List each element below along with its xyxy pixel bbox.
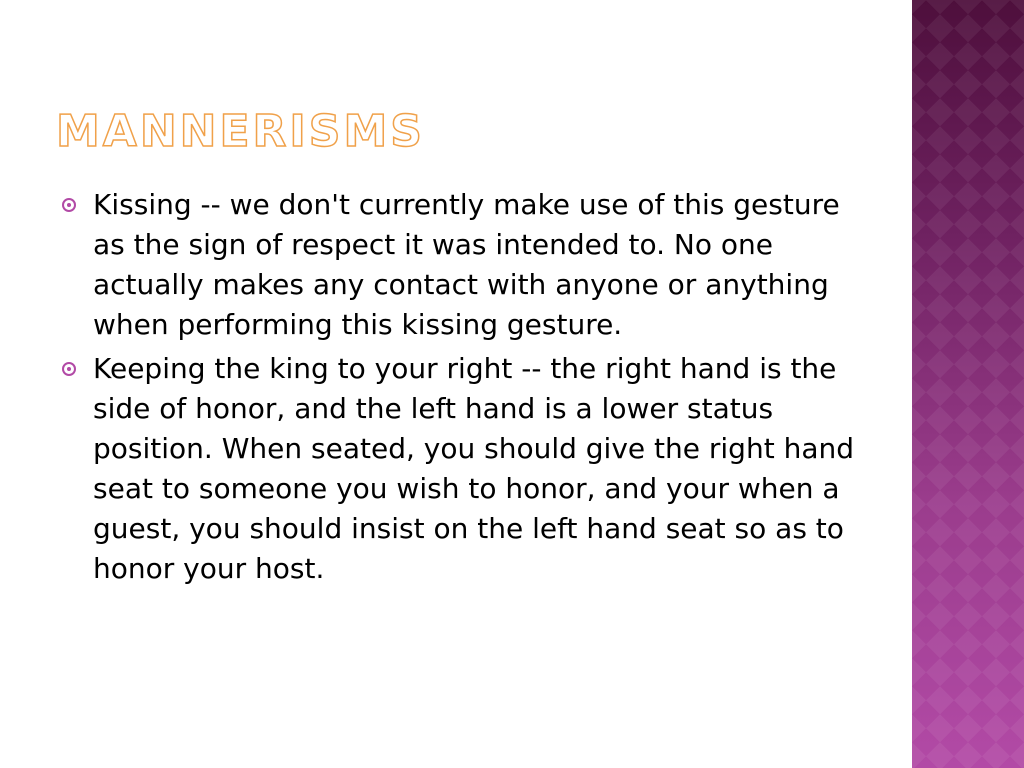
circled-dot-bullet-icon <box>62 362 76 376</box>
bullet-item-kissing <box>62 185 862 345</box>
decorative-side-panel <box>912 0 1024 768</box>
bullet-text: Keeping the king to your right -- the right hand is the side of honor, and the left hand is a lower status position. When seated, you should give the right hand seat to someone you wish to honor, and your when a guest, you should insist on the left hand seat so as to honor your host. <box>93 352 854 585</box>
slide-title: MANNERISMS <box>56 106 425 157</box>
bullet-item-keeping-king-right <box>62 349 862 589</box>
circled-dot-bullet-icon <box>62 198 76 212</box>
bullet-text: Kissing -- we don't currently make use of this gesture as the sign of respect it was intended to. No one actually makes any contact with anyone or anything when performing this kissing gesture. <box>93 188 840 341</box>
bullet-list <box>62 185 862 593</box>
